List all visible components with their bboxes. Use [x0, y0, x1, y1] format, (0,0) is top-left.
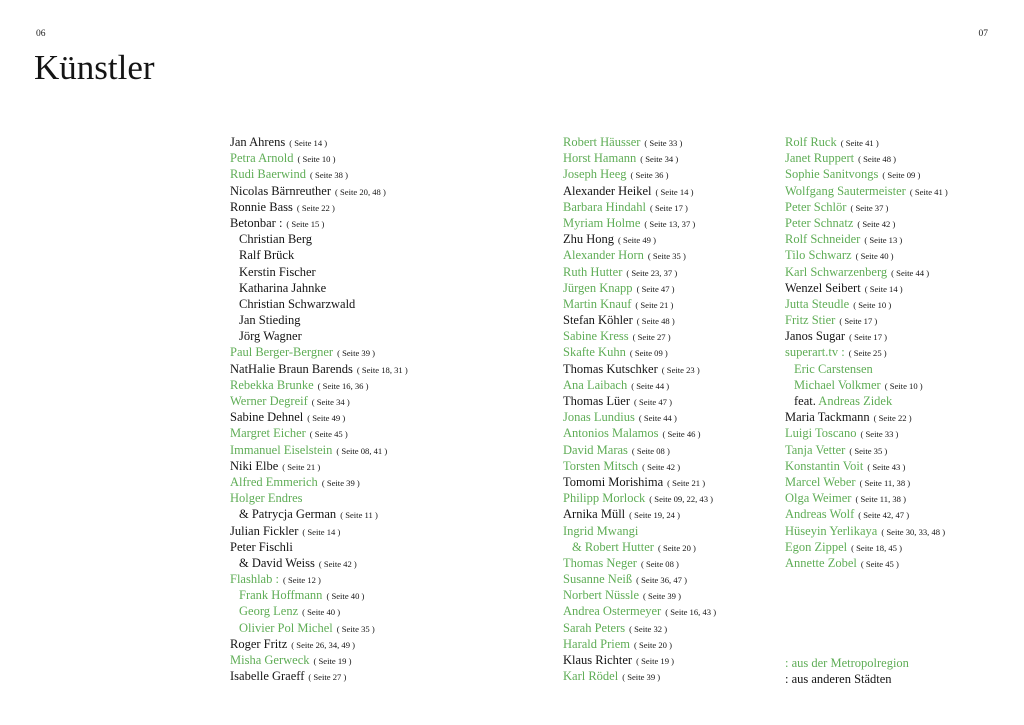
artist-entry	[563, 620, 716, 636]
artist-entry	[785, 442, 948, 458]
artist-entry	[563, 377, 716, 393]
artist-name: Andrea Ostermeyer	[563, 604, 662, 619]
artist-name: Misha Gerweck	[230, 653, 310, 667]
artist-entry	[230, 361, 408, 377]
artist-name: Olga Weimer	[785, 491, 852, 506]
artist-name: Konstantin Voit	[785, 458, 864, 473]
artist-name: Jan Stieding	[239, 313, 301, 328]
page-reference: ( Seite 22 )	[296, 202, 335, 213]
artist-entry	[563, 215, 716, 231]
page-reference: ( Seite 20 )	[634, 639, 672, 650]
artist-entry	[563, 361, 716, 377]
page-reference: ( Seite 09, 22, 43 )	[649, 494, 714, 505]
artist-entry	[230, 328, 408, 344]
page-reference: ( Seite 41 )	[840, 138, 879, 148]
artist-entry	[563, 280, 716, 296]
page-reference: ( Seite 30, 33, 48 )	[881, 526, 946, 537]
artist-name: Tanja Vetter	[785, 442, 846, 457]
page-reference: ( Seite 39 )	[321, 477, 360, 488]
page-reference: ( Seite 11, 38 )	[859, 477, 911, 488]
artist-entry	[785, 506, 948, 522]
artist-entry	[785, 555, 948, 571]
artist-name: Ana Laibach	[563, 377, 628, 392]
page-reference: ( Seite 10 )	[853, 299, 892, 310]
artist-name: Arnika Müll	[563, 507, 626, 522]
artist-name: Frank Hoffmann	[239, 588, 323, 603]
artist-entry	[230, 555, 408, 571]
artist-entry	[230, 264, 408, 280]
artist-name: Christian Berg	[239, 232, 313, 247]
artist-name: Klaus Richter	[563, 653, 633, 667]
page-reference: ( Seite 18, 45 )	[851, 542, 902, 553]
artist-name: Alexander Heikel	[563, 183, 652, 198]
page-reference: ( Seite 47 )	[636, 283, 675, 294]
artist-name: Rolf Schneider	[785, 232, 861, 247]
page-reference: ( Seite 13, 37 )	[644, 218, 696, 229]
page-reference: ( Seite 08 )	[640, 558, 679, 569]
artist-name: Hüseyin Yerlikaya	[785, 523, 878, 538]
artist-name: Christian Schwarzwald	[239, 296, 356, 311]
artist-column-2	[563, 134, 716, 684]
artist-entry	[230, 668, 408, 684]
artist-name: Antonios Malamos	[563, 426, 659, 441]
artist-entry	[563, 393, 716, 409]
page-reference: ( Seite 42 )	[642, 461, 681, 472]
artist-entry	[563, 474, 716, 490]
artist-entry	[563, 555, 716, 571]
artist-name: Nicolas Bärnreuther	[230, 183, 332, 198]
artist-column-1	[230, 134, 408, 684]
artist-name: Barbara Hindahl	[563, 199, 646, 214]
page-reference: ( Seite 19 )	[636, 656, 675, 666]
artist-name: Paul Berger-Bergner	[230, 345, 334, 360]
artist-name: David Maras	[563, 442, 628, 457]
artist-name: Jan Ahrens	[230, 135, 286, 149]
page-reference: ( Seite 19, 24 )	[629, 510, 680, 521]
page-title: Künstler	[34, 48, 155, 87]
artist-entry	[230, 183, 408, 199]
artist-entry	[230, 150, 408, 166]
page-reference: ( Seite 13 )	[864, 235, 903, 246]
page-reference: ( Seite 39 )	[337, 348, 376, 359]
page-reference: ( Seite 09 )	[629, 348, 668, 359]
artist-name: Sabine Kress	[563, 329, 629, 344]
artist-name: Ralf Brück	[239, 248, 295, 263]
page-reference: ( Seite 08 )	[631, 445, 670, 456]
artist-name: Susanne Neiß	[563, 572, 633, 587]
artist-entry	[563, 409, 716, 425]
artist-name: Holger Endres	[230, 491, 303, 506]
page-reference: ( Seite 35 )	[849, 445, 888, 456]
artist-entry	[563, 183, 716, 199]
artist-name: Peter Fischli	[230, 539, 293, 554]
page-reference: ( Seite 08, 41 )	[336, 445, 388, 456]
artist-entry	[563, 636, 716, 652]
artist-entry	[563, 166, 716, 182]
artist-name: Myriam Holme	[563, 215, 641, 230]
artist-name: Kerstin Fischer	[239, 264, 316, 279]
page-reference: ( Seite 42, 47 )	[858, 510, 910, 521]
artist-entry	[785, 393, 948, 409]
artist-entry	[563, 668, 716, 684]
page-reference: ( Seite 42 )	[857, 218, 896, 229]
artist-entry	[785, 296, 948, 312]
artist-entry	[230, 571, 408, 587]
artist-name: & David Weiss	[239, 555, 315, 570]
artist-entry	[230, 523, 408, 539]
artist-entry	[230, 474, 408, 490]
artist-name: Jutta Steudle	[785, 296, 850, 311]
artist-name: Andreas Wolf	[785, 507, 855, 522]
page-reference: ( Seite 44 )	[631, 380, 670, 391]
artist-name: Rudi Baerwind	[230, 167, 307, 182]
artist-entry	[563, 296, 716, 312]
artist-entry	[785, 199, 948, 215]
artist-name: Egon Zippel	[785, 539, 848, 554]
page-reference: ( Seite 16, 36 )	[317, 380, 369, 391]
artist-name: Petra Arnold	[230, 151, 294, 166]
page-reference: ( Seite 37 )	[850, 202, 889, 213]
page-reference: ( Seite 14 )	[302, 526, 341, 537]
artist-entry	[785, 539, 948, 555]
artist-name: Tomomi Morishima	[563, 474, 664, 489]
artist-entry	[785, 474, 948, 490]
artist-name: Norbert Nüssle	[563, 588, 640, 603]
artist-entry	[785, 458, 948, 474]
artist-name: Michael Volkmer	[794, 377, 881, 392]
page-reference: ( Seite 39 )	[643, 591, 681, 602]
page-reference: ( Seite 14 )	[289, 138, 328, 148]
artist-name: Julian Fickler	[230, 523, 299, 538]
page-number-left: 06	[36, 29, 46, 39]
page-reference: ( Seite 47 )	[634, 397, 672, 407]
page-reference: ( Seite 46 )	[662, 429, 701, 440]
artist-entry	[785, 523, 948, 539]
page-reference: ( Seite 45 )	[309, 429, 348, 440]
artist-name: Alexander Horn	[563, 248, 644, 263]
page-reference: ( Seite 15 )	[286, 218, 325, 229]
artist-name: Marcel Weber	[785, 474, 856, 489]
artist-name: Isabelle Graeff	[230, 669, 305, 684]
artist-name: Niki Elbe	[230, 458, 279, 473]
page-reference: ( Seite 49 )	[618, 235, 656, 246]
artist-entry	[230, 280, 408, 296]
artist-entry	[230, 539, 408, 555]
artist-column-3	[785, 134, 948, 571]
artist-name: Eric Carstensen	[794, 361, 873, 376]
artist-name: Jonas Lundius	[563, 410, 635, 425]
artist-entry	[563, 652, 716, 668]
page-reference: ( Seite 45 )	[860, 558, 899, 569]
page-reference: ( Seite 25 )	[848, 348, 887, 359]
page-reference: ( Seite 23, 37 )	[626, 267, 678, 278]
artist-name: Betonbar :	[230, 215, 283, 230]
artist-name: Thomas Neger	[563, 555, 637, 570]
artist-name: Luigi Toscano	[785, 426, 857, 441]
page-reference: ( Seite 17 )	[649, 202, 688, 213]
artist-entry	[563, 247, 716, 263]
page-reference: ( Seite 33 )	[644, 138, 683, 148]
page-reference: ( Seite 26, 34, 49 )	[291, 639, 356, 650]
page-reference: ( Seite 20, 48 )	[335, 186, 386, 197]
artist-name: Maria Tackmann	[785, 410, 870, 425]
artist-entry	[563, 539, 716, 555]
artist-entry	[563, 134, 716, 150]
artist-entry	[563, 264, 716, 280]
artist-name: Jürgen Knapp	[563, 280, 633, 295]
page-reference: ( Seite 41 )	[909, 186, 948, 197]
artist-name: Tilo Schwarz	[785, 248, 852, 263]
artist-name: Zhu Hong	[563, 232, 615, 247]
artist-entry	[230, 652, 408, 668]
artist-name: Roger Fritz	[230, 636, 288, 651]
artist-entry	[230, 312, 408, 328]
page-reference: ( Seite 11, 38 )	[855, 494, 906, 505]
artist-entry	[563, 328, 716, 344]
artist-entry	[785, 425, 948, 441]
artist-name: Torsten Mitsch	[563, 458, 639, 473]
page-reference: ( Seite 20 )	[657, 542, 696, 553]
color-legend	[785, 655, 909, 687]
artist-entry	[785, 215, 948, 231]
artist-name: Sabine Dehnel	[230, 410, 304, 425]
artist-name: Thomas Lüer	[563, 394, 630, 408]
artist-name: Karl Rödel	[563, 669, 619, 684]
artist-entry	[230, 215, 408, 231]
artist-entry	[230, 166, 408, 182]
artist-name: Wenzel Seibert	[785, 280, 861, 295]
page-reference: ( Seite 17 )	[839, 316, 878, 327]
artist-name: Martin Knauf	[563, 296, 632, 311]
artist-name: Thomas Kutschker	[563, 361, 658, 376]
artist-name: NatHalie Braun Barends	[230, 361, 353, 376]
artist-entry	[230, 296, 408, 312]
artist-entry	[563, 571, 716, 587]
artist-name: Georg Lenz	[239, 604, 299, 619]
artist-name: Wolfgang Sautermeister	[785, 183, 906, 198]
page-reference: ( Seite 36 )	[630, 170, 669, 181]
artist-name: Sophie Sanitvongs	[785, 167, 879, 182]
artist-entry	[785, 183, 948, 199]
page-reference: ( Seite 40 )	[302, 607, 341, 618]
artist-name: feat.	[794, 394, 816, 408]
page-reference: ( Seite 21 )	[667, 477, 706, 488]
artist-entry	[563, 344, 716, 360]
artist-name-featured: Andreas Zidek	[818, 394, 893, 408]
page-reference: ( Seite 48 )	[636, 316, 675, 327]
artist-entry	[563, 506, 716, 522]
page-reference: ( Seite 18, 31 )	[356, 364, 408, 375]
artist-name: Horst Hamann	[563, 151, 637, 166]
artist-name: Fritz Stier	[785, 313, 836, 328]
artist-entry	[230, 344, 408, 360]
artist-entry	[785, 264, 948, 280]
artist-entry	[230, 393, 408, 409]
artist-entry	[563, 587, 716, 603]
page-reference: ( Seite 14 )	[655, 186, 694, 197]
page-reference: ( Seite 43 )	[867, 461, 906, 472]
artist-name: Annette Zobel	[785, 555, 857, 570]
legend-other-cities: : aus anderen Städten	[785, 672, 892, 687]
artist-name: Flashlab :	[230, 572, 279, 587]
artist-entry	[785, 134, 948, 150]
page-reference: ( Seite 10 )	[297, 154, 336, 165]
page-reference: ( Seite 44 )	[891, 267, 930, 278]
artist-entry	[230, 409, 408, 425]
page-reference: ( Seite 42 )	[318, 558, 357, 569]
artist-entry	[785, 150, 948, 166]
artist-entry	[230, 425, 408, 441]
artist-entry	[230, 636, 408, 652]
page-reference: ( Seite 21 )	[635, 299, 674, 310]
artist-name: Joseph Heeg	[563, 167, 627, 182]
artist-name: Janos Sugar	[785, 329, 846, 344]
page-reference: ( Seite 40 )	[326, 591, 365, 602]
artist-entry	[230, 620, 408, 636]
artist-name: Immanuel Eiselstein	[230, 442, 333, 457]
artist-entry	[230, 603, 408, 619]
artist-entry	[563, 425, 716, 441]
artist-entry	[785, 312, 948, 328]
artist-entry	[230, 377, 408, 393]
artist-name: Philipp Morlock	[563, 491, 646, 506]
page-reference: ( Seite 22 )	[873, 413, 912, 424]
artist-entry	[563, 442, 716, 458]
artist-name: Werner Degreif	[230, 394, 308, 408]
page-reference: ( Seite 16, 43 )	[665, 607, 717, 618]
artist-entry	[563, 312, 716, 328]
page-reference: ( Seite 27 )	[308, 672, 347, 683]
page-reference: ( Seite 34 )	[311, 397, 350, 407]
artist-entry	[785, 247, 948, 263]
page-reference: ( Seite 36, 47 )	[636, 575, 687, 586]
artist-entry	[785, 361, 948, 377]
page-reference: ( Seite 38 )	[310, 170, 348, 181]
artist-entry	[785, 280, 948, 296]
page-reference: ( Seite 14 )	[864, 283, 903, 294]
artist-name: Olivier Pol Michel	[239, 620, 333, 635]
artist-entry	[563, 458, 716, 474]
artist-entry	[230, 134, 408, 150]
artist-entry	[563, 523, 716, 539]
artist-entry	[563, 490, 716, 506]
artist-name: Margret Eicher	[230, 426, 306, 441]
artist-entry	[230, 587, 408, 603]
page-reference: ( Seite 35 )	[336, 623, 375, 634]
page-reference: ( Seite 21 )	[282, 461, 321, 472]
artist-name: Robert Häusser	[563, 135, 641, 149]
artist-name: Alfred Emmerich	[230, 474, 318, 489]
artist-entry	[563, 231, 716, 247]
page-reference: ( Seite 48 )	[858, 154, 897, 165]
page-reference: ( Seite 19 )	[313, 656, 352, 666]
artist-entry	[563, 150, 716, 166]
page-reference: ( Seite 12 )	[282, 575, 321, 586]
artist-name: Jörg Wagner	[239, 329, 302, 344]
page-reference: ( Seite 27 )	[632, 332, 671, 343]
artist-entry	[230, 458, 408, 474]
artist-name: superart.tv :	[785, 345, 845, 360]
page-reference: ( Seite 11 )	[340, 510, 378, 521]
artist-entry	[563, 199, 716, 215]
artist-entry	[563, 603, 716, 619]
artist-entry	[230, 231, 408, 247]
artist-name: Peter Schlör	[785, 199, 847, 214]
artist-name: Rebekka Brunke	[230, 377, 314, 392]
artist-name: Katharina Jahnke	[239, 280, 327, 295]
page-reference: ( Seite 17 )	[849, 332, 888, 343]
page-reference: ( Seite 34 )	[640, 154, 679, 165]
artist-name: Stefan Köhler	[563, 313, 633, 328]
artist-entry	[785, 328, 948, 344]
artist-name: Peter Schnatz	[785, 215, 854, 230]
page-reference: ( Seite 10 )	[884, 380, 923, 391]
artist-name: Ruth Hutter	[563, 264, 623, 279]
artist-name: Harald Priem	[563, 636, 630, 651]
page-reference: ( Seite 35 )	[647, 251, 686, 262]
artist-name: Ronnie Bass	[230, 199, 293, 214]
artist-name: Karl Schwarzenberg	[785, 264, 888, 279]
legend-metropolregion: : aus der Metropolregion	[785, 656, 909, 670]
artist-entry	[785, 231, 948, 247]
artist-entry	[785, 490, 948, 506]
artist-entry	[230, 506, 408, 522]
artist-name: & Robert Hutter	[572, 539, 654, 554]
artist-entry	[785, 166, 948, 182]
page-number-right: 07	[978, 29, 988, 39]
artist-name: Sarah Peters	[563, 620, 626, 635]
page-reference: ( Seite 40 )	[855, 251, 894, 262]
artist-entry	[230, 490, 408, 506]
page-reference: ( Seite 09 )	[882, 170, 921, 181]
artist-entry	[785, 344, 948, 360]
page-reference: ( Seite 49 )	[307, 413, 346, 424]
page-reference: ( Seite 44 )	[638, 413, 677, 424]
artist-name: Rolf Ruck	[785, 135, 837, 149]
artist-entry	[230, 247, 408, 263]
page-reference: ( Seite 32 )	[629, 623, 668, 634]
artist-entry	[785, 409, 948, 425]
page-reference: ( Seite 39 )	[622, 672, 661, 683]
artist-entry	[785, 377, 948, 393]
artist-name: Janet Ruppert	[785, 151, 855, 166]
artist-name: Ingrid Mwangi	[563, 523, 639, 538]
artist-entry	[230, 442, 408, 458]
page-reference: ( Seite 33 )	[860, 429, 899, 440]
artist-name: Skafte Kuhn	[563, 345, 626, 360]
page-reference: ( Seite 23 )	[661, 364, 700, 375]
artist-name: & Patrycja German	[239, 507, 337, 522]
artist-entry	[230, 199, 408, 215]
